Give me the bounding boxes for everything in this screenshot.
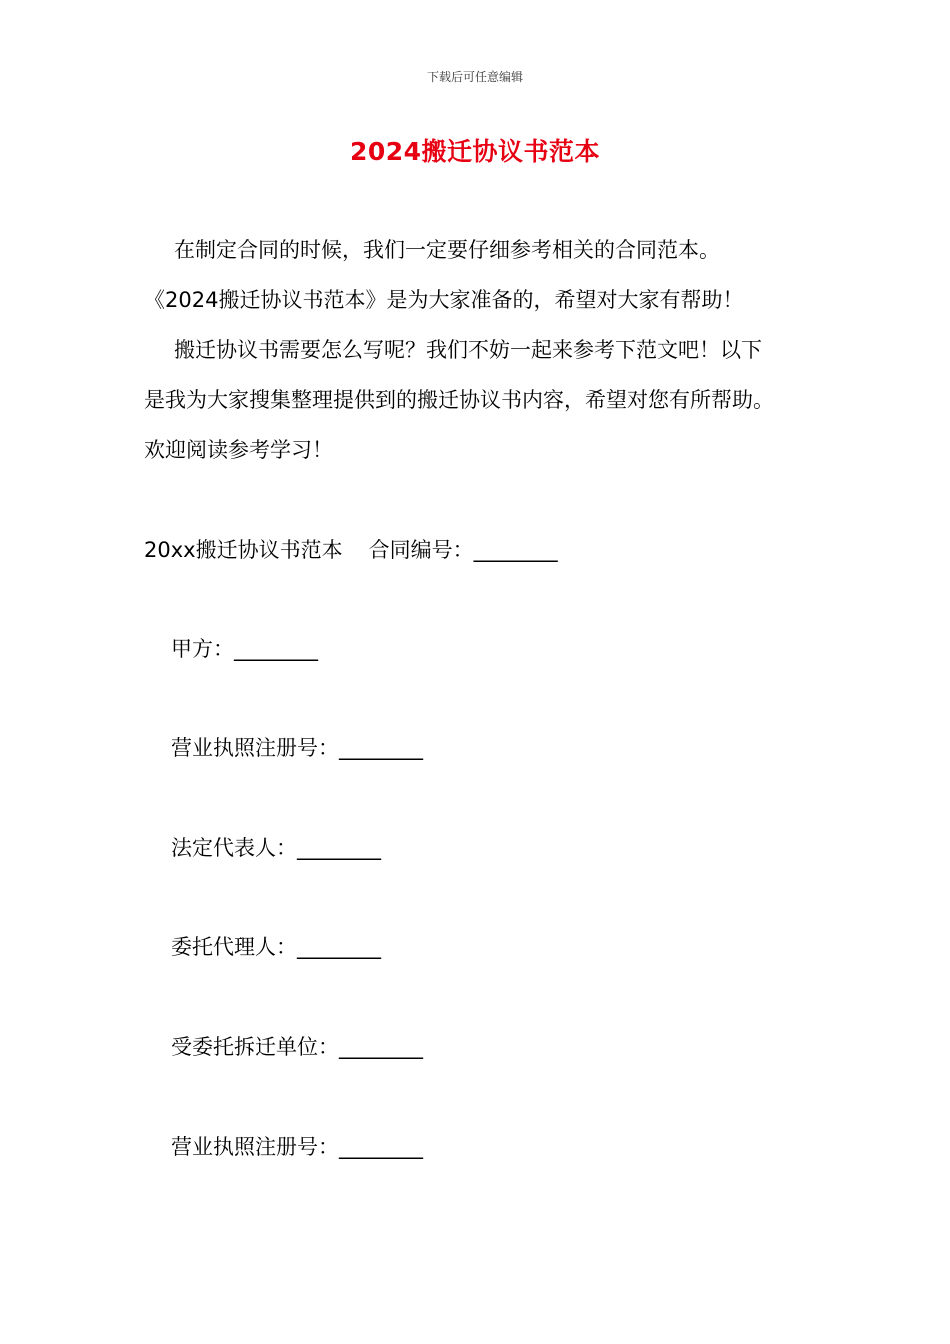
guide-line-3: 欢迎阅读参考学习！ [144, 438, 333, 462]
intro-paragraph [144, 225, 814, 325]
guide-line-1: 搬迁协议书需要怎么写呢？我们不妨一起来参考下范文吧！以下 [174, 338, 762, 362]
field-authorized-agent: 委托代理人：________ [171, 935, 381, 959]
contract-number: 合同编号：________ [368, 538, 558, 562]
contract-name: 20xx搬迁协议书范本 [144, 538, 343, 562]
field-license-number-1: 营业执照注册号：________ [171, 736, 423, 760]
intro-line-1: 在制定合同的时候，我们一定要仔细参考相关的合同范本。 [174, 238, 720, 262]
document-title: 2024搬迁协议书范本 [349, 137, 601, 166]
guide-paragraph [144, 325, 814, 475]
header-note: 下载后可任意编辑 [426, 70, 523, 84]
field-party-a: 甲方：________ [171, 637, 318, 661]
field-license-number-2: 营业执照注册号：________ [171, 1135, 423, 1159]
field-entrusted-unit: 受委托拆迁单位：________ [171, 1035, 423, 1059]
contract-heading [144, 535, 558, 565]
field-legal-representative: 法定代表人：________ [171, 836, 381, 860]
intro-line-2: 《2024搬迁协议书范本》是为大家准备的，希望对大家有帮助！ [144, 288, 744, 312]
guide-line-2: 是我为大家搜集整理提供到的搬迁协议书内容，希望对您有所帮助。 [144, 388, 774, 412]
